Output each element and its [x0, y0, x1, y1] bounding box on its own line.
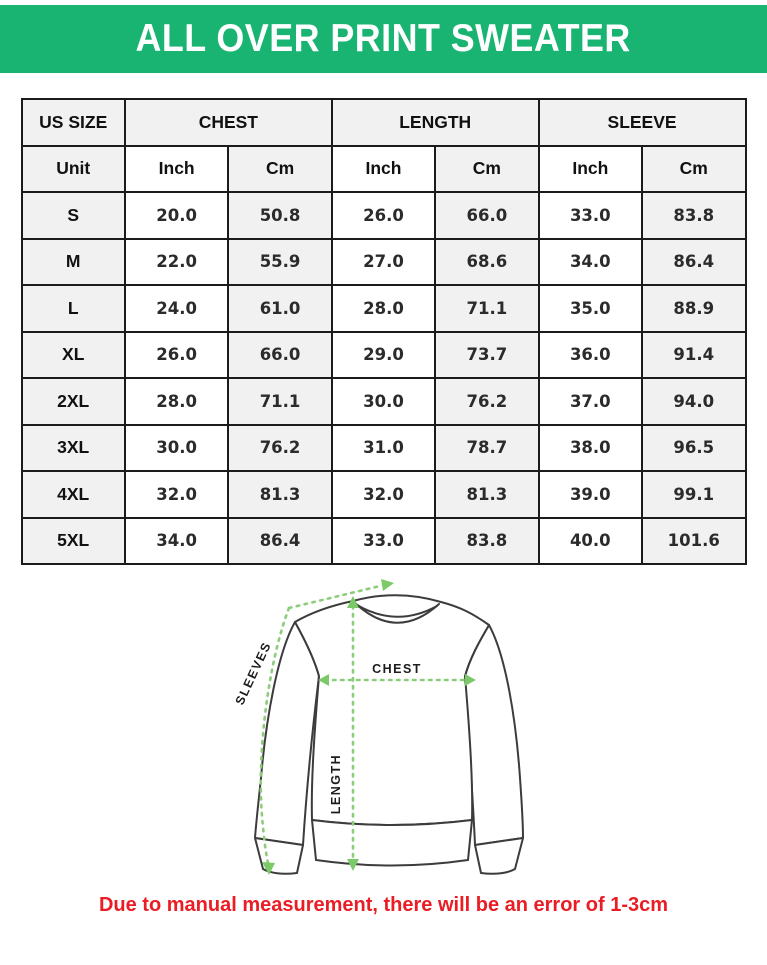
table-row-s	[22, 192, 746, 239]
value-cell: 28.0	[125, 378, 228, 425]
value-cell: 99.1	[642, 471, 745, 518]
value-cell: 50.8	[228, 192, 331, 239]
value-cell: 24.0	[125, 285, 228, 332]
body-outline	[295, 595, 489, 825]
value-cell: 20.0	[125, 192, 228, 239]
size-cell: 3XL	[22, 425, 125, 472]
header-chest: CHEST	[125, 99, 332, 146]
value-cell: 29.0	[332, 332, 435, 379]
size-cell: S	[22, 192, 125, 239]
value-cell: 88.9	[642, 285, 745, 332]
sweater-measurement-diagram	[224, 568, 544, 888]
value-cell: 78.7	[435, 425, 538, 472]
table-row-xl	[22, 332, 746, 379]
value-cell: 73.7	[435, 332, 538, 379]
value-cell: 36.0	[539, 332, 642, 379]
value-cell: 76.2	[435, 378, 538, 425]
unit-cell: Cm	[435, 146, 538, 193]
value-cell: 35.0	[539, 285, 642, 332]
value-cell: 66.0	[435, 192, 538, 239]
value-cell: 96.5	[642, 425, 745, 472]
value-cell: 39.0	[539, 471, 642, 518]
table-row-m	[22, 239, 746, 286]
table-row-5xl	[22, 518, 746, 565]
value-cell: 26.0	[332, 192, 435, 239]
value-cell: 32.0	[125, 471, 228, 518]
value-cell: 38.0	[539, 425, 642, 472]
value-cell: 81.3	[228, 471, 331, 518]
value-cell: 33.0	[539, 192, 642, 239]
size-cell: 2XL	[22, 378, 125, 425]
value-cell: 55.9	[228, 239, 331, 286]
value-cell: 101.6	[642, 518, 745, 565]
value-cell: 30.0	[332, 378, 435, 425]
unit-row	[22, 146, 746, 193]
value-cell: 28.0	[332, 285, 435, 332]
sleeve-arrowhead-top	[381, 579, 394, 591]
value-cell: 91.4	[642, 332, 745, 379]
size-cell: 5XL	[22, 518, 125, 565]
value-cell: 27.0	[332, 239, 435, 286]
value-cell: 71.1	[435, 285, 538, 332]
value-cell: 81.3	[435, 471, 538, 518]
value-cell: 61.0	[228, 285, 331, 332]
chest-label: CHEST	[371, 662, 422, 676]
unit-cell: Cm	[642, 146, 745, 193]
header-us-size: US SIZE	[22, 99, 125, 146]
table-row-4xl	[22, 471, 746, 518]
table-row-l	[22, 285, 746, 332]
value-cell: 86.4	[642, 239, 745, 286]
size-cell: M	[22, 239, 125, 286]
table-row-2xl	[22, 378, 746, 425]
right-sleeve-outline	[465, 625, 523, 845]
value-cell: 22.0	[125, 239, 228, 286]
sleeves-label: SLEEVES	[232, 639, 274, 708]
right-cuff-outline	[475, 838, 523, 874]
unit-cell: Inch	[125, 146, 228, 193]
table-row-3xl	[22, 425, 746, 472]
value-cell: 31.0	[332, 425, 435, 472]
unit-cell: Inch	[539, 146, 642, 193]
left-cuff-outline	[255, 838, 303, 874]
value-cell: 68.6	[435, 239, 538, 286]
size-chart-table	[21, 98, 747, 565]
value-cell: 34.0	[539, 239, 642, 286]
page-title: ALL OVER PRINT SWEATER	[135, 17, 632, 60]
value-cell: 83.8	[435, 518, 538, 565]
sweater-diagram-icon	[224, 568, 544, 888]
size-cell: XL	[22, 332, 125, 379]
unit-label-cell: Unit	[22, 146, 125, 193]
size-cell: L	[22, 285, 125, 332]
value-cell: 71.1	[228, 378, 331, 425]
header-length: LENGTH	[332, 99, 539, 146]
header-sleeve: SLEEVE	[539, 99, 746, 146]
measurement-disclaimer: Due to manual measurement, there will be an error of 1-3cm	[98, 894, 669, 916]
value-cell: 26.0	[125, 332, 228, 379]
unit-cell: Cm	[228, 146, 331, 193]
value-cell: 34.0	[125, 518, 228, 565]
value-cell: 30.0	[125, 425, 228, 472]
group-header-row	[22, 99, 746, 146]
value-cell: 83.8	[642, 192, 745, 239]
value-cell: 37.0	[539, 378, 642, 425]
title-banner	[0, 5, 767, 73]
value-cell: 66.0	[228, 332, 331, 379]
value-cell: 40.0	[539, 518, 642, 565]
value-cell: 76.2	[228, 425, 331, 472]
value-cell: 32.0	[332, 471, 435, 518]
value-cell: 94.0	[642, 378, 745, 425]
size-cell: 4XL	[22, 471, 125, 518]
hem-band-outline	[312, 820, 472, 866]
length-label: LENGTH	[328, 753, 343, 815]
value-cell: 33.0	[332, 518, 435, 565]
unit-cell: Inch	[332, 146, 435, 193]
value-cell: 86.4	[228, 518, 331, 565]
